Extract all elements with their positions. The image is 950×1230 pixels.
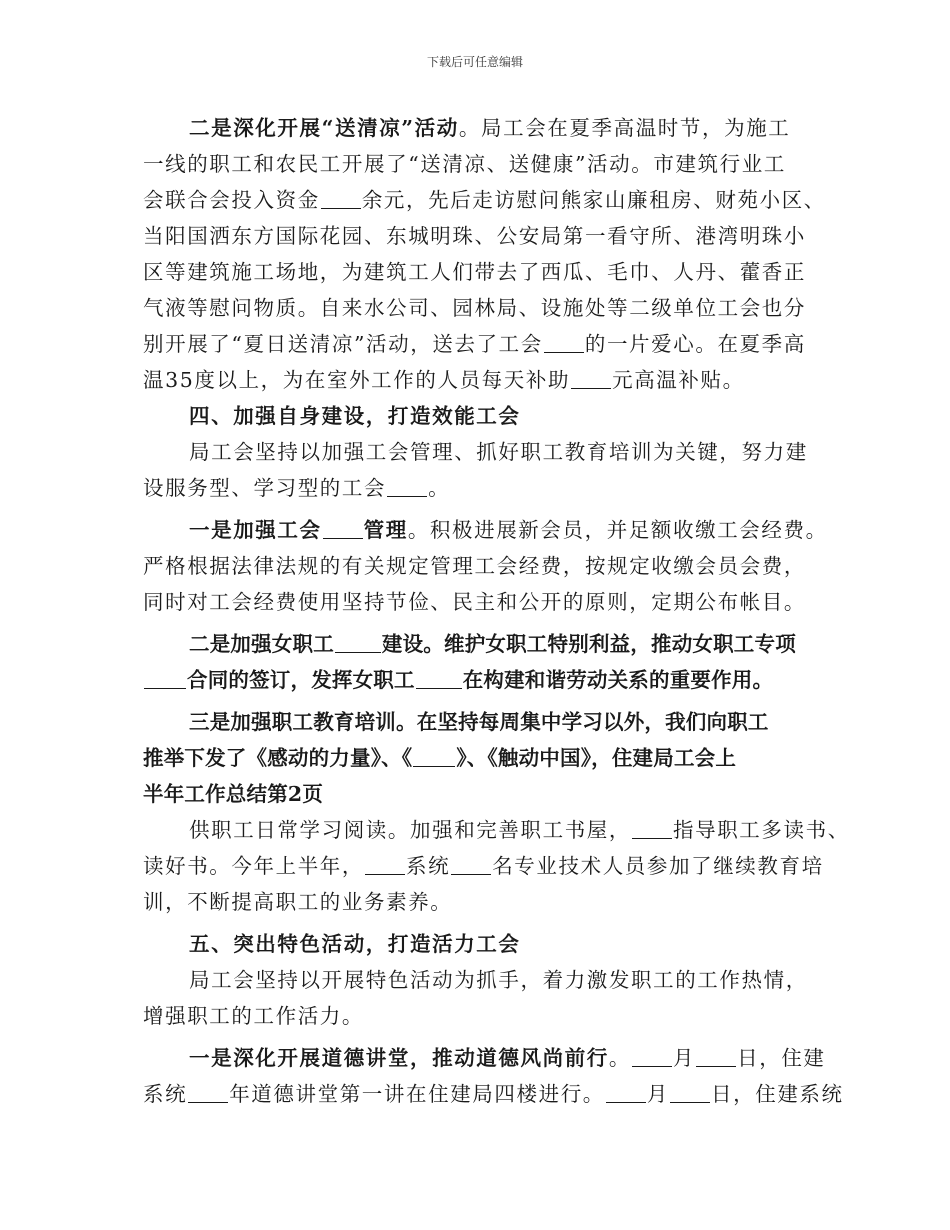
paragraph-line: 供职工日常学习阅读。加强和完善职工书屋， 指导职工多读书、 xyxy=(189,818,850,842)
fill-blank xyxy=(144,668,186,689)
paragraph-line: 区等建筑施工场地，为建筑工人们带去了西瓜、毛巾、人丹、藿香正 xyxy=(143,260,806,284)
fill-blank xyxy=(696,1046,736,1067)
paragraph-line: 一是加强工会 管理。积极进展新会员，并足额收缴工会经费。 xyxy=(189,518,828,542)
paragraph-line: 同时对工会经费使用坚持节俭、民主和公开的原则，定期公布帐目。 xyxy=(143,590,806,614)
paragraph-line: 一是深化开展道德讲堂，推动道德风尚前行。 月 日，住建 xyxy=(189,1046,826,1070)
paragraph-line: 系统 年道德讲堂第一讲在住建局四楼进行。 月 日，住建系统 xyxy=(143,1082,844,1106)
paragraph-line: 一线的职工和农民工开展了“送清凉、送健康”活动。市建筑行业工 xyxy=(143,152,786,176)
paragraph-line: 局工会坚持以开展特色活动为抓手，着力激发职工的工作热情， xyxy=(189,968,808,992)
paragraph-line: 半年工作总结第2页 xyxy=(143,782,324,806)
paragraph-line: 训，不断提高职工的业务素养。 xyxy=(143,890,453,914)
paragraph-line: 局工会坚持以加强工会管理、抓好职工教育培训为关键，努力建 xyxy=(189,440,808,464)
paragraph-line: 气液等慰问物质。自来水公司、园林局、设施处等二级单位工会也分 xyxy=(143,296,806,320)
paragraph-line: 合同的签订，发挥女职工 在构建和谐劳动关系的重要作用。 xyxy=(143,662,809,698)
subheading: 二是深化开展“送清凉”活动 xyxy=(189,116,459,140)
paragraph-line: 二是加强女职工 建设。维护女职工特别利益，推动女职工专项 xyxy=(189,632,796,656)
fill-blank xyxy=(188,1082,228,1103)
paragraph-line: 三是加强职工教育培训。在坚持每周集中学习以外，我们向职工 xyxy=(189,710,769,734)
paragraph-line: 推举下发了《感动的力量》、《 》、《触动中国》，住建局工会上 xyxy=(143,746,737,770)
fill-blank xyxy=(413,746,455,767)
fill-blank xyxy=(321,188,361,209)
paragraph-line: 温35度以上，为在室外工作的人员每天补助 元高温补贴。 xyxy=(143,368,745,392)
paragraph-line: 设服务型、学习型的工会 。 xyxy=(143,476,451,500)
subheading: 一是加强工会 管理 xyxy=(189,518,408,542)
fill-blank xyxy=(335,632,381,653)
fill-blank xyxy=(632,818,672,839)
paragraph-line: 二是深化开展“送清凉”活动。局工会在夏季高温时节，为施工 xyxy=(189,116,791,140)
fill-blank xyxy=(365,854,405,875)
subheading: 一是深化开展道德讲堂，推动道德风尚前行 xyxy=(189,1046,609,1070)
paragraph-line: 严格根据法律法规的有关规定管理工会经费，按规定收缴会员会费， xyxy=(143,554,806,578)
fill-blank xyxy=(606,1082,646,1103)
paragraph-line: 别开展了“夏日送清凉”活动，送去了工会 的一片爱心。在夏季高 xyxy=(143,332,806,356)
fill-blank xyxy=(632,1046,672,1067)
fill-blank xyxy=(387,476,427,497)
section-title: 四、加强自身建设，打造效能工会 xyxy=(189,404,521,428)
page-header: 下载后可任意编辑 xyxy=(426,55,523,69)
paragraph-line: 增强职工的工作活力。 xyxy=(143,1004,364,1028)
section-title: 五、突出特色活动，打造活力工会 xyxy=(189,932,521,956)
fill-blank xyxy=(571,368,611,389)
fill-blank xyxy=(323,518,363,539)
paragraph-line: 当阳国洒东方国际花园、东城明珠、公安局第一看守所、港湾明珠小 xyxy=(143,224,806,248)
fill-blank xyxy=(416,668,462,689)
paragraph-line: 会联合会投入资金 余元，先后走访慰问熊家山廉租房、财苑小区、 xyxy=(143,188,826,212)
fill-blank xyxy=(451,854,491,875)
fill-blank xyxy=(670,1082,710,1103)
fill-blank xyxy=(544,332,584,353)
paragraph-line: 读好书。今年上半年， 系统 名专业技术人员参加了继续教育培 xyxy=(143,854,824,878)
document-body xyxy=(143,110,850,1112)
